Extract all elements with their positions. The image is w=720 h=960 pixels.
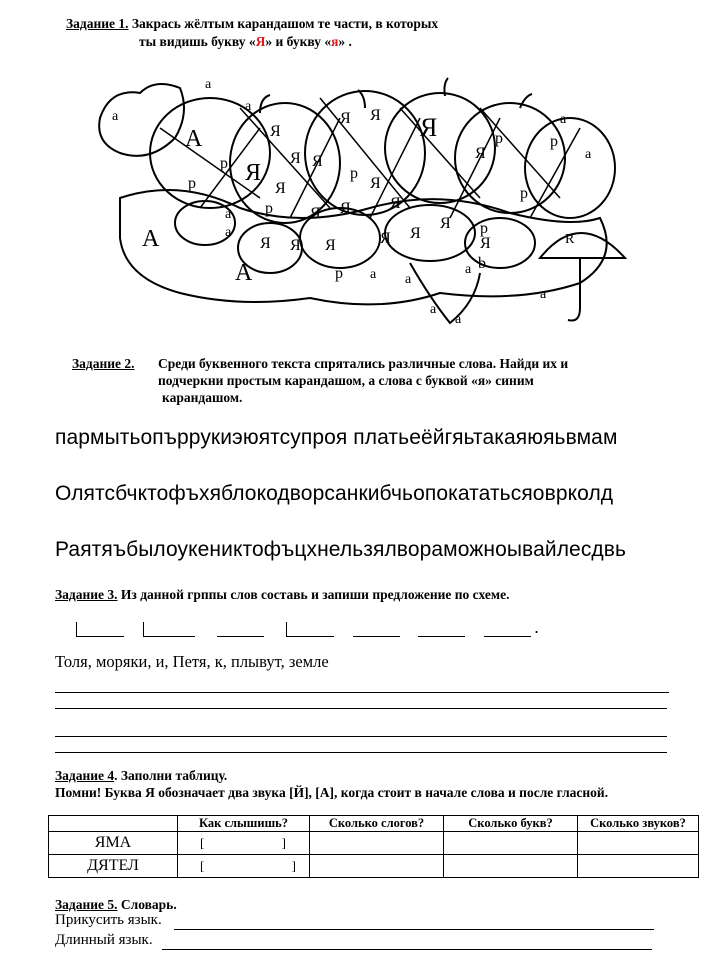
dictionary-answer-line[interactable] <box>174 929 654 930</box>
sounds-cell[interactable] <box>578 855 699 878</box>
dictionary-answer-line[interactable] <box>162 949 652 950</box>
task1-line2-mid: » и букву « <box>265 34 332 49</box>
table-row <box>49 855 699 878</box>
letters-cell[interactable] <box>444 832 578 855</box>
pic-letter: Я <box>260 235 271 252</box>
pic-letter: b <box>478 255 486 272</box>
task5-label-rest: Словарь. <box>120 897 177 912</box>
pic-letter: а <box>225 207 232 222</box>
pic-letter: Я <box>475 145 486 162</box>
pic-letter: а <box>370 267 377 282</box>
header-cell <box>49 816 178 832</box>
dictionary-item: Длинный язык. <box>55 932 153 948</box>
pic-letter: Я <box>370 175 381 192</box>
answer-line[interactable] <box>55 692 669 693</box>
task3-label: Задание 3. <box>55 587 118 602</box>
scheme-slot <box>418 622 465 637</box>
syllables-cell[interactable] <box>310 855 444 878</box>
letters-cell[interactable] <box>444 855 578 878</box>
header-cell: Как слышишь? <box>178 816 310 832</box>
pic-letter: Я <box>270 123 281 140</box>
table-header-row <box>49 816 699 832</box>
pic-letter: Я <box>390 195 401 212</box>
answer-line[interactable] <box>55 708 667 709</box>
hear-cell[interactable] <box>178 855 310 878</box>
syllables-cell[interactable] <box>310 832 444 855</box>
word-cell: ЯМА <box>49 832 178 855</box>
pic-letter: а <box>430 302 437 317</box>
bracket-open: [ <box>200 858 205 873</box>
pic-letter: Я <box>290 150 301 167</box>
task2-line1: Среди буквенного текста спрятались различные слова. Найди их и <box>158 356 569 371</box>
pic-letter: Я <box>275 180 286 197</box>
task4-heading <box>55 768 227 784</box>
pic-letter: а <box>225 225 232 240</box>
task2-label: Задание 2. <box>72 356 135 371</box>
pic-letter: Я <box>370 107 381 124</box>
pic-letter: р <box>480 220 488 237</box>
pic-letter: А <box>142 226 160 252</box>
pic-letter: р <box>495 130 503 147</box>
pic-letter: А <box>185 126 203 152</box>
pic-letter: а <box>405 272 412 287</box>
pic-letter: р <box>520 185 528 202</box>
task1-line2 <box>139 34 352 50</box>
pic-letter: Я <box>440 215 451 232</box>
dictionary-item: Прикусить язык. <box>55 912 162 928</box>
pic-letter: а <box>540 287 547 302</box>
pic-letter: R <box>565 232 575 247</box>
pic-letter: а <box>455 312 462 327</box>
pic-letter: Я <box>410 225 421 242</box>
pic-letter: а <box>585 147 592 162</box>
task1-line2-pre: ты видишь букву « <box>139 34 256 49</box>
sounds-cell[interactable] <box>578 832 699 855</box>
pic-letter: р <box>265 200 273 217</box>
scheme-slot-capital <box>143 622 195 637</box>
task4-label-rest: . Заполни таблицу. <box>114 768 228 783</box>
answer-line[interactable] <box>55 736 667 737</box>
header-cell: Сколько звуков? <box>578 816 699 832</box>
scheme-slot-capital <box>76 622 124 637</box>
word-cell: ДЯТЕЛ <box>49 855 178 878</box>
bracket-close: ] <box>291 858 296 873</box>
hear-cell[interactable] <box>178 832 310 855</box>
scheme-period: . <box>534 618 540 637</box>
task4-note: Помни! Буква Я обозначает два звука [Й], [А], когда стоит в начале слова и после гласной. <box>55 785 609 800</box>
scheme-slot <box>353 622 400 637</box>
pic-letter: Я <box>340 200 351 217</box>
pic-letter: р <box>220 155 228 172</box>
pic-letter: Я <box>480 235 491 252</box>
pic-letter: а <box>245 99 252 114</box>
task1-line1: Закрась жёлтым карандашом те части, в которых <box>131 16 439 31</box>
scheme-slot <box>484 622 531 637</box>
task1-letter-lower: я <box>331 34 339 49</box>
pic-letter: Я <box>420 113 438 142</box>
header-cell: Сколько букв? <box>444 816 578 832</box>
word-set: Толя, моряки, и, Петя, к, плывут, земле <box>55 652 329 671</box>
stem-3 <box>260 95 270 113</box>
pic-letter: Я <box>290 237 301 254</box>
pic-letter: Я <box>310 205 321 222</box>
task3-instruction: Из данной грппы слов составь и запиши предложение по схеме. <box>120 587 510 602</box>
pic-letter: а <box>112 109 119 124</box>
apple-5 <box>455 103 565 213</box>
leaf-3 <box>465 218 535 268</box>
task1-letter-upper: Я <box>255 34 266 49</box>
pic-letter: а <box>560 112 567 127</box>
bracket-close: ] <box>281 835 286 850</box>
pic-letter: Я <box>380 230 391 247</box>
leaf-2 <box>385 205 475 261</box>
task2-heading <box>72 356 135 372</box>
pic-letter: р <box>350 165 358 182</box>
task2-line3: карандашом. <box>162 390 243 405</box>
bracket-open: [ <box>200 835 205 850</box>
pic-letter: Я <box>245 160 262 186</box>
task2-line2: подчеркни простым карандашом, а слова с буквой «я» синим <box>158 373 534 388</box>
task1-label: Задание 1. <box>66 16 129 31</box>
pic-letter: р <box>188 175 196 192</box>
puzzle-line-1: пармытьопъррукиэюятсупроя платьеёйгяьтакаяюяьвмам <box>55 426 618 449</box>
task3-heading <box>55 587 509 603</box>
header-cell: Сколько слогов? <box>310 816 444 832</box>
stem-1 <box>358 90 365 108</box>
umbrella-top <box>540 233 625 258</box>
pic-letter: р <box>550 133 558 150</box>
umbrella-handle <box>568 258 580 321</box>
task1-line2-post: » . <box>338 34 352 49</box>
pic-letter: А <box>235 260 253 286</box>
puzzle-line-2: Олятсбчктофъхяблокодворсанкибчьопокататься​оврколд <box>55 482 614 505</box>
pic-letter: а <box>205 77 212 92</box>
pic-letter: Я <box>312 153 323 170</box>
pic-letter: Я <box>340 110 351 127</box>
answer-line[interactable] <box>55 752 667 753</box>
puzzle-line-3: Раятяъбылоукеникто​фъцхнельзялвораможно​ывайлесдвь <box>55 538 627 561</box>
task4-label: Задание 4 <box>55 768 115 783</box>
task1-heading <box>66 16 438 32</box>
pic-letter: Я <box>325 237 336 254</box>
sounds-table <box>48 815 699 878</box>
coloring-picture <box>80 68 640 348</box>
table-row <box>49 832 699 855</box>
task5-heading <box>55 897 177 913</box>
scheme-slot-capital <box>286 622 334 637</box>
pic-letter: а <box>465 262 472 277</box>
task5-label: Задание 5. <box>55 897 118 912</box>
scheme-slot <box>217 622 264 637</box>
pic-letter: р <box>335 265 343 282</box>
